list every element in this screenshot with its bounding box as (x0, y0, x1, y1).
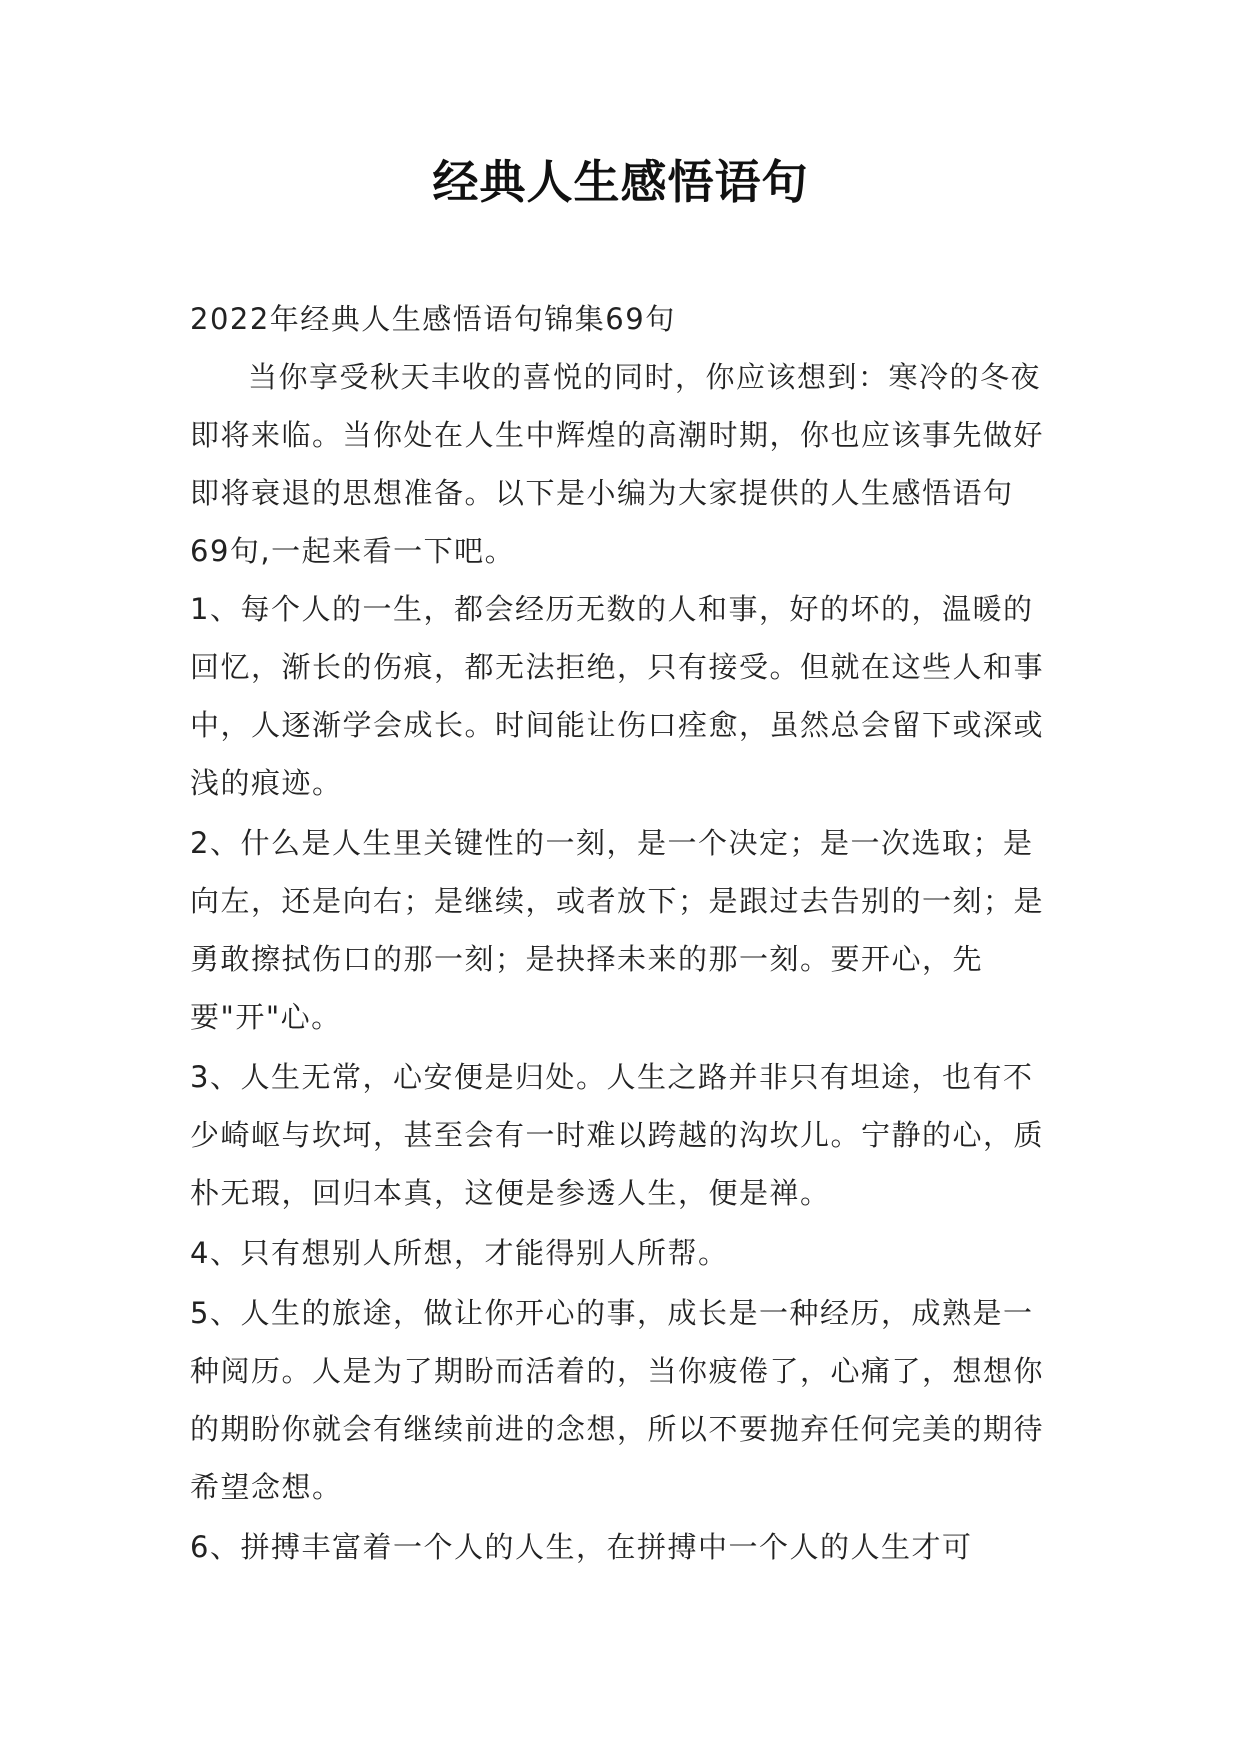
document-title: 经典人生感悟语句 (432, 155, 809, 209)
document-subtitle: 2022年经典人生感悟语句锦集69句 (190, 302, 676, 336)
intro-paragraph: 当你享受秋天丰收的喜悦的同时，你应该想到：寒冷的冬夜即将来临。当你处在人生中辉煌的高潮时期，你也应该事先做好即将衰退的思想准备。以下是小编为大家提供的人生感悟语句69句,一起来看一下吧。 (190, 360, 1045, 568)
quote-item-6: 6、拼搏丰富着一个人的人生，在拼搏中一个人的人生才可 (190, 1530, 973, 1564)
quote-item-5: 5、人生的旅途，做让你开心的事，成长是一种经历，成熟是一种阅历。人是为了期盼而活着的，当你疲倦了，心痛了，想想你的期盼你就会有继续前进的念想，所以不要抛弃任何完美的期待希望念想。 (190, 1296, 1045, 1504)
quote-item-3: 3、人生无常，心安便是归处。人生之路并非只有坦途，也有不少崎岖与坎坷，甚至会有一时难以跨越的沟坎儿。宁静的心，质朴无瑕，回归本真，这便是参透人生，便是禅。 (190, 1060, 1045, 1210)
quote-item-1: 1、每个人的一生，都会经历无数的人和事，好的坏的，温暖的回忆，渐长的伤痕，都无法拒绝，只有接受。但就在这些人和事中，人逐渐学会成长。时间能让伤口痊愈，虽然总会留下或深或浅的痕迹。 (190, 592, 1045, 800)
quote-item-4: 4、只有想别人所想，才能得别人所帮。 (190, 1236, 729, 1270)
document-body (190, 290, 1050, 1576)
quote-item-2: 2、什么是人生里关键性的一刻，是一个决定；是一次选取；是向左，还是向右；是继续，或者放下；是跟过去告别的一刻；是勇敢擦拭伤口的那一刻；是抉择未来的那一刻。要开心，先要"开"心。 (190, 826, 1045, 1034)
